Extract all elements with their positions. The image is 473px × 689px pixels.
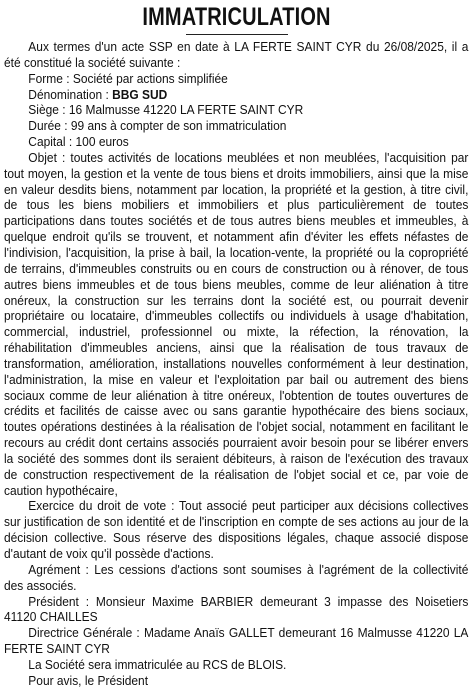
agrement-paragraph: Agrément : Les cessions d'actions sont soumises à l'agrément de la collectivité des associés.	[4, 561, 469, 593]
duree-line: Durée : 99 ans à compter de son immatriculation	[28, 118, 287, 134]
notice-title: IMMATRICULATION	[142, 3, 331, 31]
president-paragraph: Président : Monsieur Maxime BARBIER demeurant 3 impasse des Noisetiers 41120 CHAILLES	[4, 593, 469, 625]
objet-paragraph: Objet : toutes activités de locations meublées et non meublées, l'acquisition par tout moyen, la gestion et la vente de tous biens et droits immobiliers, ainsi que la mise en valeur desdits biens, notamment par location, la propriété et la gestion, à titre civil, de tous les biens mobiliers et immobiliers et plus particulièrement de toutes participations dans toutes sociétés et de tous autres biens meubles et immeubles, à quelque endroit qu'ils se trouvent, et notamment afin d'éviter les effets néfastes de l'indivision, l'acquisition, la prise à bail, la location-vente, la propriété ou la copropriété de terrains, d'immeubles construits ou en cours de construction ou à rénover, de tous autres biens immeubles et de tous biens meubles, comme de leur aliénation à titre onéreux, la construction sur les terrains dont la société est, ou pourrait devenir propriétaire ou locataire, d'immeubles collectifs ou individuels à usage d'habitation, commercial, industriel, professionnel ou mixte, la réfection, la rénovation, la réhabilitation d'immeubles anciens, ainsi que la réalisation de tous travaux de transformation, amélioration, installations nouvelles conformément à leur destination, l'administration, la mise en valeur et l'exploitation par bail ou autrement des biens sociaux comme de leur aliénation à titre onéreux, l'obtention de toutes ouvertures de crédits et facilités de caisse avec ou sans garantie hypothécaire des biens sociaux, toutes opérations destinées à la réalisation de l'objet social, notamment en facilitant le recours au crédit dont certains associés pourraient avoir besoin pour se libérer envers la société des sommes dont ils seraient débiteurs, à raison de l'exécution des travaux de construction respectivement de la réalisation de l'objet social et ce, par voie de caution hypothécaire,	[4, 149, 469, 498]
signature-line: Pour avis, le Président	[28, 672, 149, 688]
capital-line: Capital : 100 euros	[28, 134, 129, 150]
rcs-line: La Société sera immatriculée au RCS de BLOIS.	[28, 656, 287, 672]
title-divider	[186, 34, 288, 35]
notice-body	[4, 39, 468, 689]
vote-paragraph: Exercice du droit de vote : Tout associé peut participer aux décisions collectives sur justification de son identité et de l'inscription en compte de ses actions au jour de la décision collective. Sous réserve des dispositions légales, chaque associé dispose d'autant de voix qu'il possède d'actions.	[4, 498, 469, 561]
siege-line: Siège : 16 Malmusse 41220 LA FERTE SAINT CYR	[28, 102, 304, 118]
forme-line: Forme : Société par actions simplifiée	[28, 70, 228, 86]
denomination-label: Dénomination :	[28, 86, 113, 102]
denomination-line	[4, 87, 468, 103]
dg-paragraph: Directrice Générale : Madame Anaïs GALLET demeurant 16 Malmusse 41220 LA FERTE SAINT CYR	[4, 625, 469, 657]
intro-paragraph: Aux termes d'un acte SSP en date à LA FERTE SAINT CYR du 26/08/2025, il a été constitué la société suivante :	[4, 39, 469, 70]
denomination-value: BBG SUD	[112, 86, 168, 102]
